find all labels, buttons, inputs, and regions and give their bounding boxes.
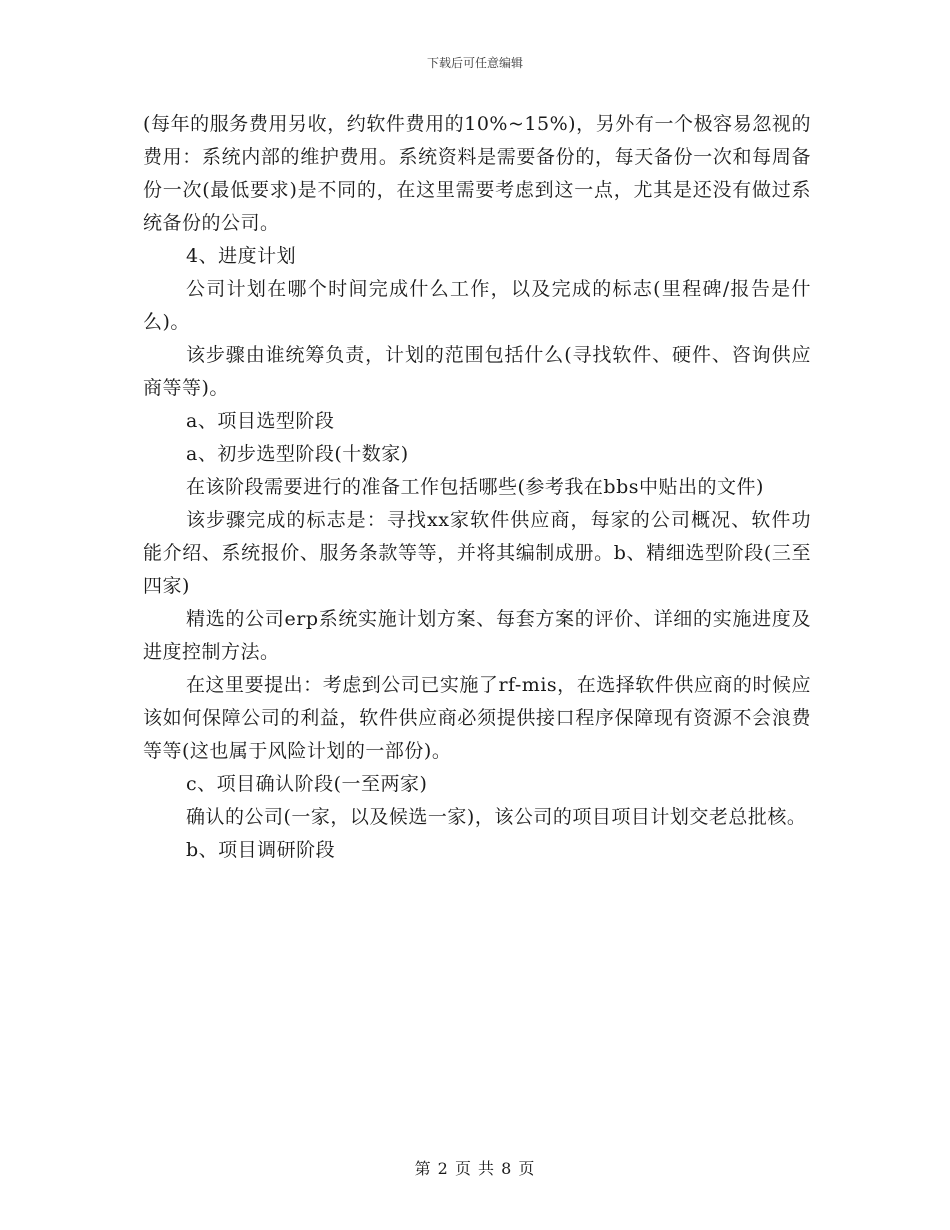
paragraph-2: 4、进度计划	[186, 245, 297, 267]
paragraph-13: b、项目调研阶段	[186, 839, 336, 861]
paragraph-3: 公司计划在哪个时间完成什么工作，以及完成的标志(里程碑/报告是什么)。	[143, 278, 811, 333]
paragraph-4: 该步骤由谁统筹负责，计划的范围包括什么(寻找软件、硬件、咨询供应商等等)。	[143, 344, 811, 399]
paragraph-6: a、初步选型阶段(十数家)	[186, 443, 409, 465]
paragraph-11: c、项目确认阶段(一至两家)	[186, 773, 428, 795]
paragraph-7: 在该阶段需要进行的准备工作包括哪些(参考我在bbs中贴出的文件)	[186, 476, 764, 498]
paragraph-5: a、项目选型阶段	[186, 410, 335, 432]
paragraph-12: 确认的公司(一家，以及候选一家)，该公司的项目项目计划交老总批核。	[186, 806, 807, 828]
paragraph-8: 该步骤完成的标志是：寻找xx家软件供应商，每家的公司概况、软件功能介绍、系统报价、服务条款等等，并将其编制成册。b、精细选型阶段(三至四家)	[143, 509, 811, 597]
page-header: 下载后可任意编辑	[426, 56, 523, 70]
paragraph-9: 精选的公司erp系统实施计划方案、每套方案的评价、详细的实施进度及进度控制方法。	[143, 608, 811, 663]
document-body	[143, 108, 811, 867]
page-footer: 第 2 页 共 8 页	[414, 1159, 536, 1178]
paragraph-1: (每年的服务费用另收，约软件费用的10%~15%)，另外有一个极容易忽视的费用：系统内部的维护费用。系统资料是需要备份的，每天备份一次和每周备份一次(最低要求)是不同的，在这里需要考虑到这一点，尤其是还没有做过系统备份的公司。	[143, 113, 811, 234]
paragraph-10: 在这里要提出：考虑到公司已实施了rf-mis，在选择软件供应商的时候应该如何保障公司的利益，软件供应商必须提供接口程序保障现有资源不会浪费等等(这也属于风险计划的一部份)。	[143, 674, 811, 762]
